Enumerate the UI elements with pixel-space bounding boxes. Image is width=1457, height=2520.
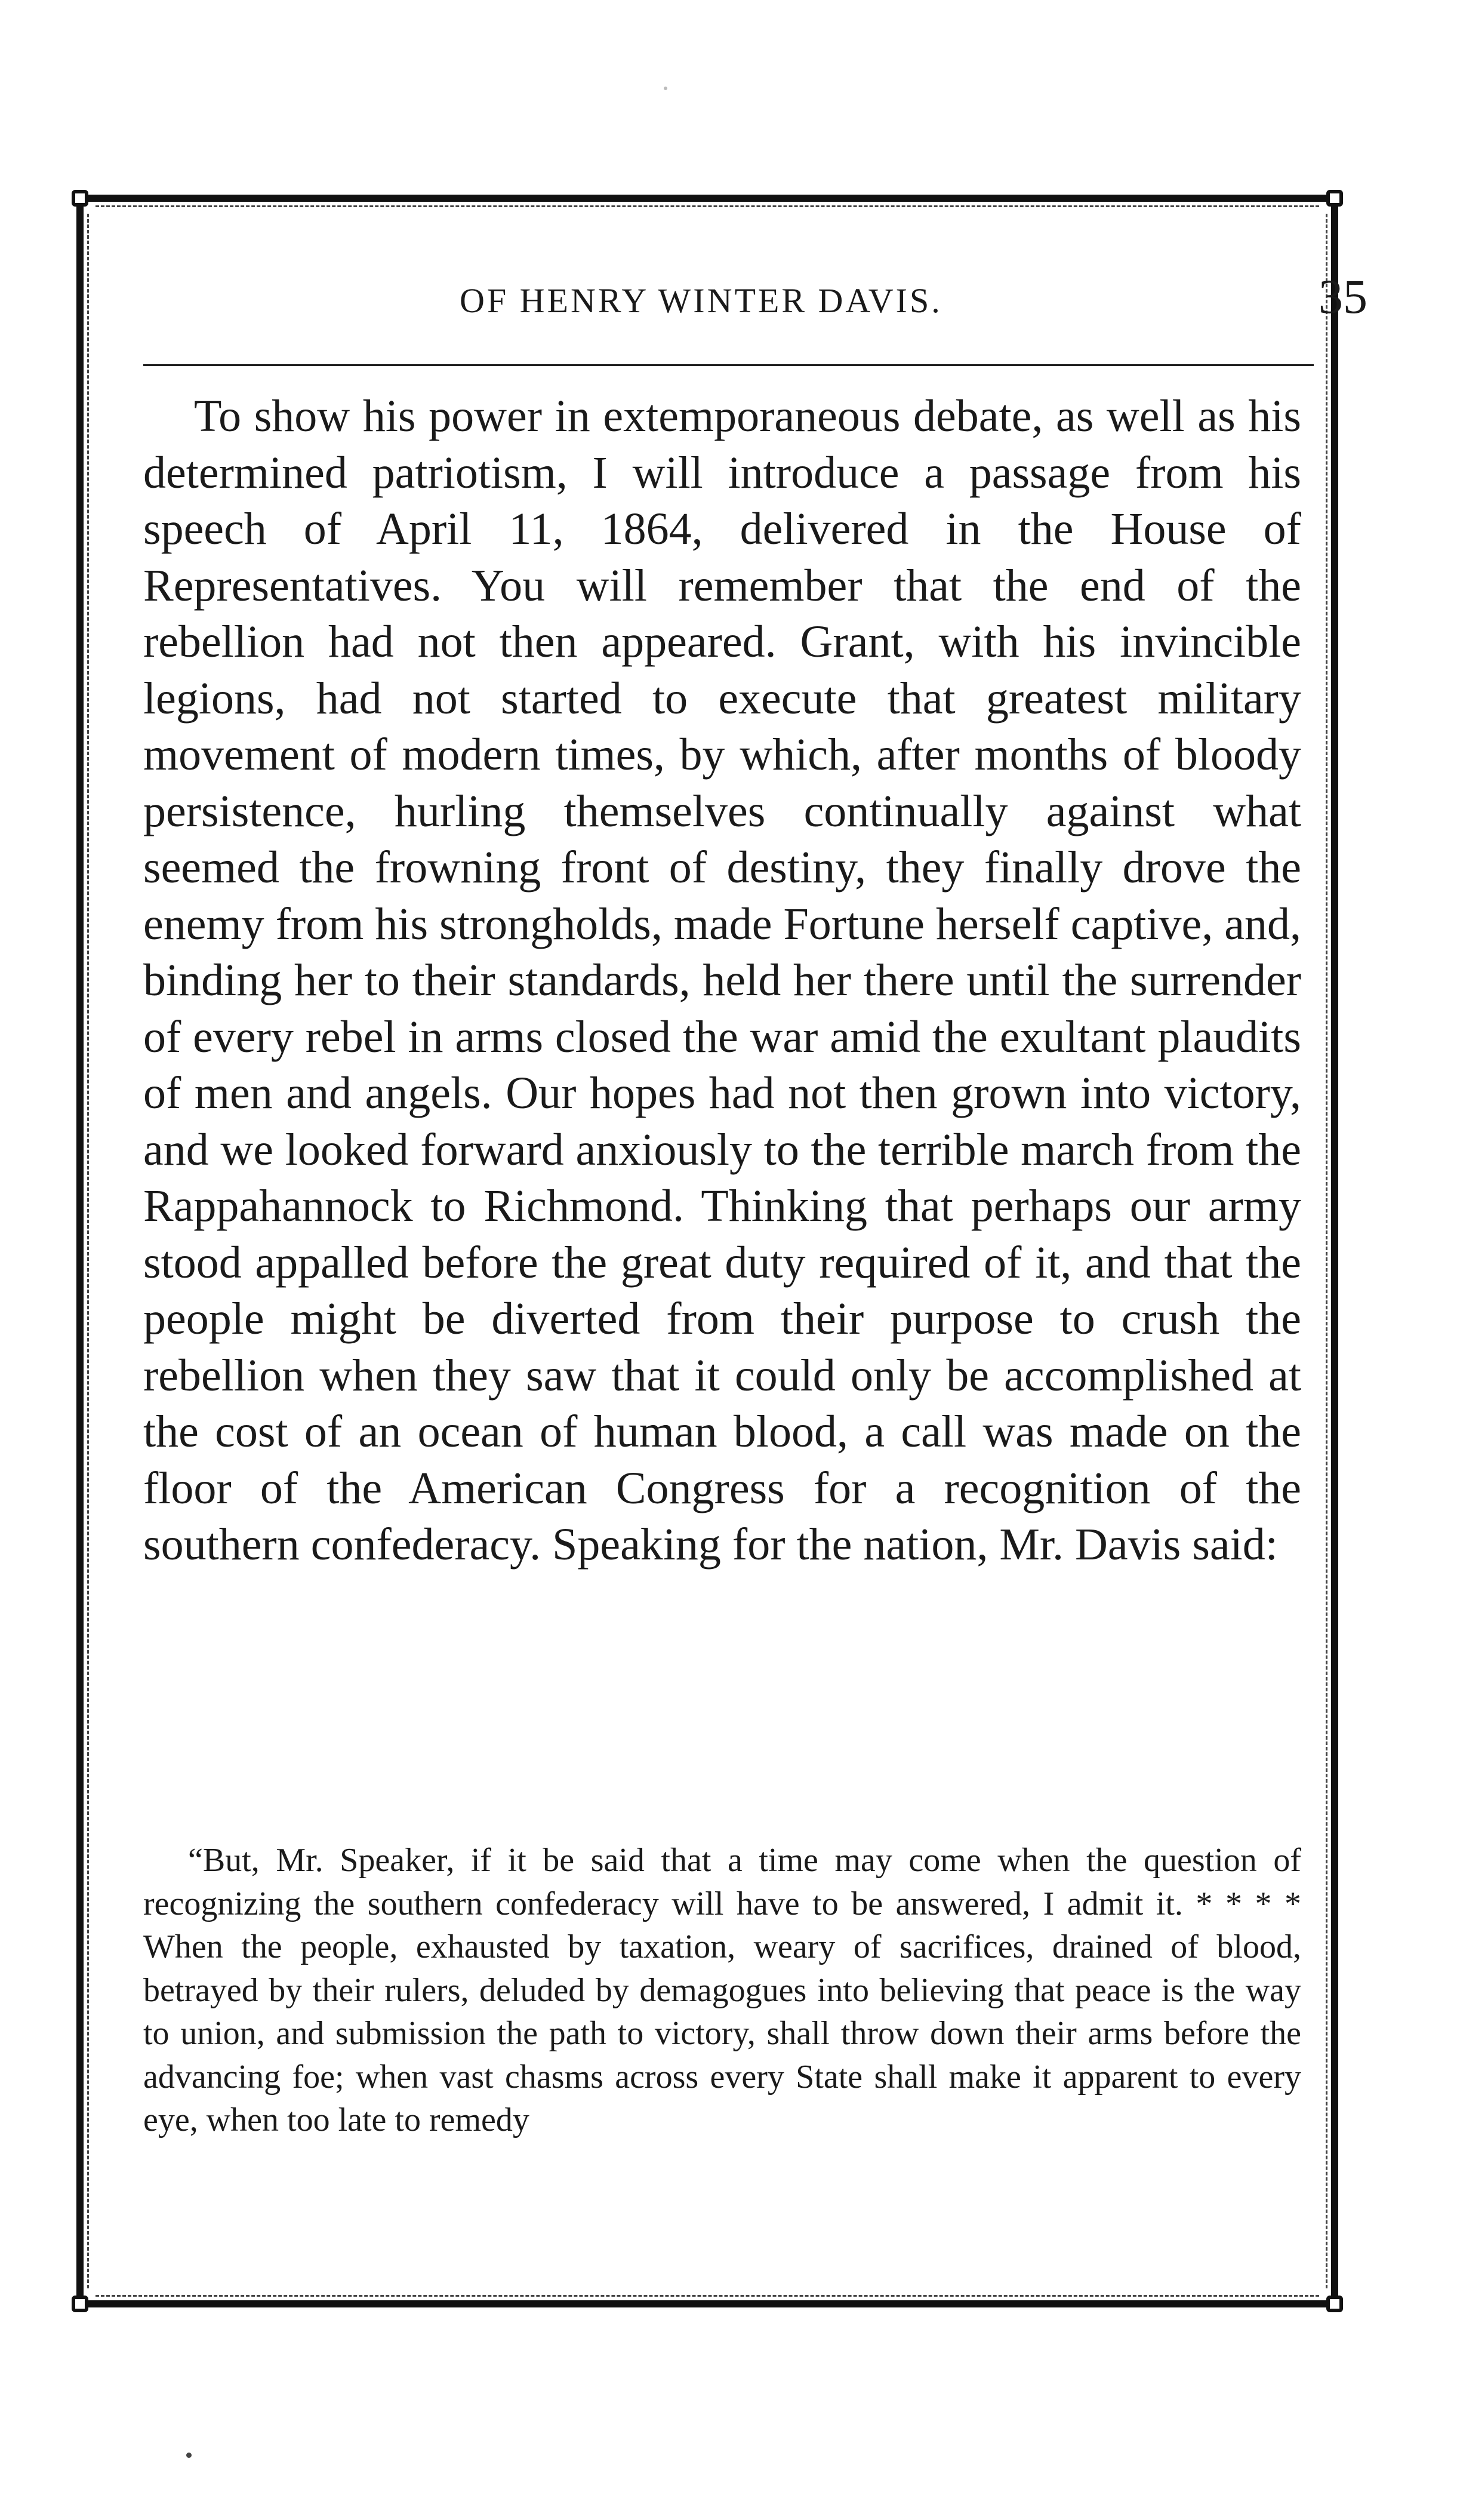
page-number: 35 [1319,269,1367,324]
border-ornament-top [96,205,1319,213]
block-quote [143,1839,1301,2142]
border-rule-right [1331,202,1338,2300]
corner-ornament-icon [72,190,88,207]
corner-ornament-icon [1326,190,1343,207]
corner-ornament-icon [72,2296,88,2312]
border-rule-bottom [84,2300,1331,2307]
main-text [143,388,1301,1573]
stray-ink-mark [186,2453,192,2458]
border-ornament-bottom [96,2289,1319,2297]
border-ornament-left [87,214,95,2288]
header-divider [143,364,1314,366]
border-rule-top [84,195,1331,202]
quote-paragraph: “But, Mr. Speaker, if it be said that a time may come when the question of recognizing the southern confederacy will have to be answered, I admit it. * * * * When the people, exhausted by taxation, weary of sacrifices, drained of blood, betrayed by their rulers, deluded by demagogues into believing that peace is the way to union, and submission the path to victory, shall throw down their arms before the advancing foe; when vast chasms across every State shall make it apparent to every eye, when too late to remedy [143,1842,1301,2139]
border-ornament-right [1320,214,1327,2288]
border-rule-left [76,202,84,2300]
stray-ink-mark [664,87,667,90]
body-paragraph: To show his power in extemporaneous debate, as well as his determined patriotism, I will introduce a passage from his speech of April 11, 1864, delivered in the House of Representatives. You will remember that the end of the rebellion had not then appeared. Grant, with his invincible legions, had not started to execute that greatest military movement of modern times, by which, after months of bloody persistence, hurling themselves continually against what seemed the frowning front of destiny, they finally drove the enemy from his strongholds, made Fortune herself captive, and, binding her to their standards, held her there until the surrender of every rebel in arms closed the war amid the exultant plaudits of men and angels. Our hopes had not then grown into victory, and we looked forward anxiously to the terrible march from the Rappahannock to Richmond. Thinking that perhaps our army stood appalled before the great duty required of it, and that the people might be diverted from their purpose to crush the rebellion when they saw that it could only be accomplished at the cost of an ocean of human blood, a call was made on the floor of the American Congress for a recognition of the southern confederacy. Speaking for the nation, Mr. Davis said: [143,391,1301,1570]
page-header [143,263,1403,334]
running-title: OF HENRY WINTER DAVIS. [460,281,942,320]
corner-ornament-icon [1326,2296,1343,2312]
